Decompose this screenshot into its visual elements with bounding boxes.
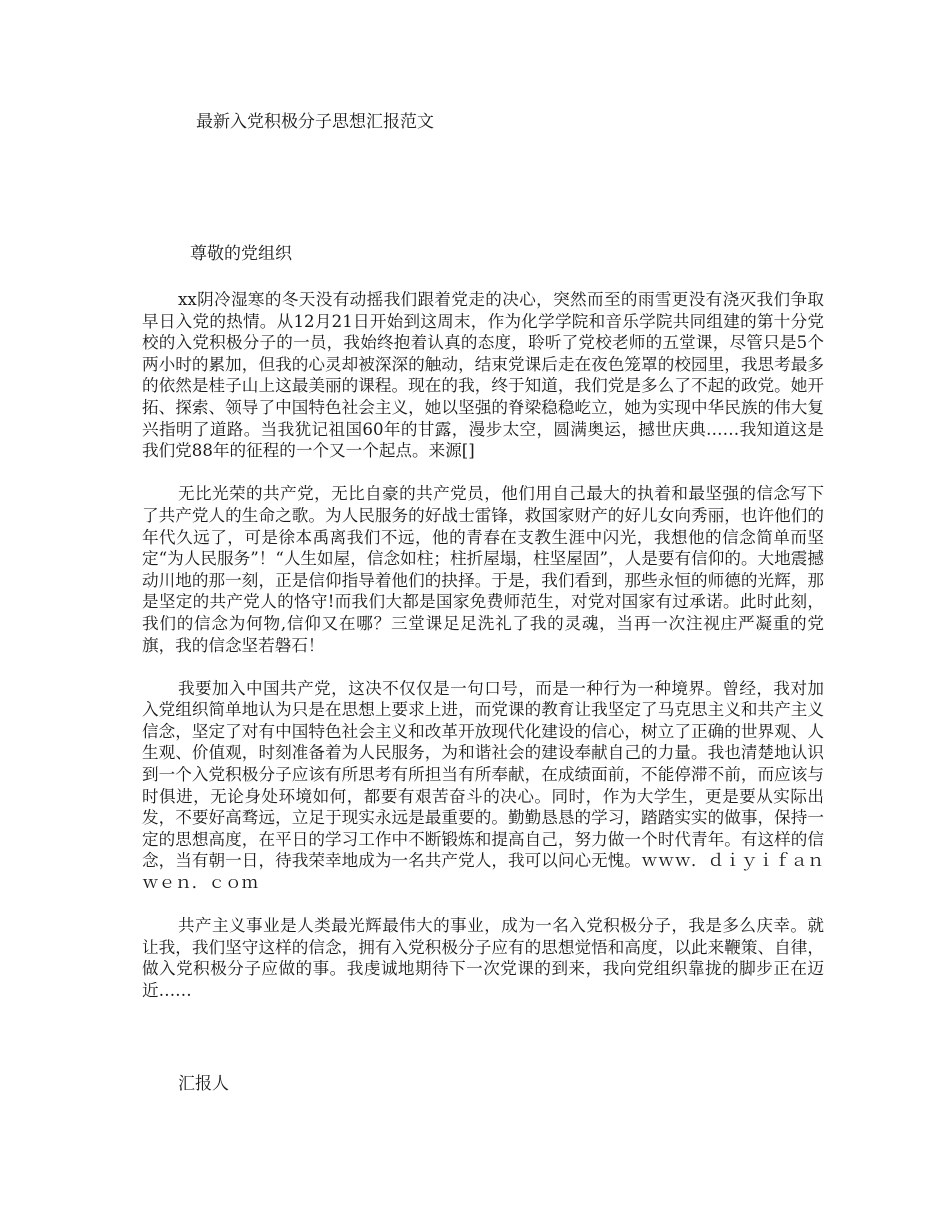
paragraph-1: xx阴冷湿寒的冬天没有动摇我们跟着党走的决心，突然而至的雨雪更没有浇灭我们争取早日入党的热情。从12月21日开始到这周末，作为化学学院和音乐学院共同组建的第十分党校的入党积极分子的一员，我始终抱着认真的态度，聆听了党校老师的五堂课，尽管只是5个两小时的累加，但我的心灵却被深深的触动，结束党课后走在夜色笼罩的校园里，我思考最多的依然是桂子山上这最美丽的课程。现在的我，终于知道，我们党是多么了不起的政党。她开拓、探索、领导了中国特色社会主义，她以坚强的脊梁稳稳屹立，她为实现中华民族的伟大复兴指明了道路。当我犹记祖国60年的甘露，漫步太空，圆满奥运，撼世庆典……我知道这是我们党88年的征程的一个又一个起点。来源[] [142,290,824,461]
paragraph-2: 无比光荣的共产党，无比自豪的共产党员，他们用自己最大的执着和最坚强的信念写下了共产党人的生命之歌。为人民服务的好战士雷锋，救国家财产的好儿女向秀丽，也许他们的年代久远了，可是徐本禹离我们不远，他的青春在支教生涯中闪光，我想他的信念简单而坚定“为人民服务”！“人生如屋，信念如柱；柱折屋塌，柱坚屋固”，人是要有信仰的。大地震撼动川地的那一刻，正是信仰指导着他们的抉择。于是，我们看到，那些永恒的师德的光辉，那是坚定的共产党人的恪守!而我们大都是国家免费师范生，对党对国家有过承诺。此时此刻，我们的信念为何物,信仰又在哪？三堂课足足洗礼了我的灵魂，当再一次注视庄严凝重的党旗，我的信念坚若磐石！ [142,484,824,655]
document-title: 最新入党积极分子思想汇报范文 [196,112,434,132]
paragraph-3: 我要加入中国共产党，这决不仅仅是一句口号，而是一种行为一种境界。曾经，我对加入党组织简单地认为只是在思想上要求上进，而党课的教育让我坚定了马克思主义和共产主义信念，坚定了对有中国特色社会主义和改革开放现代化建设的信心，树立了正确的世界观、人生观、价值观，时刻准备着为人民服务，为和谐社会的建设奉献自己的力量。我也清楚地认识到一个入党积极分子应该有所思考有所担当有所奉献，在成绩面前，不能停滞不前，而应该与时俱进，无论身处环境如何，都要有艰苦奋斗的决心。同时，作为大学生，更是要从实际出发，不要好高骛远，立足于现实永远是最重要的。勤勤恳恳的学习，踏踏实实的做事，保持一定的思想高度，在平日的学习工作中不断锻炼和提高自己，努力做一个时代青年。有这样的信念，当有朝一日，待我荣幸地成为一名共产党人，我可以问心无愧。ｗｗｗ．ｄｉｙｉｆａｎｗｅｎ．ｃｏｍ [142,678,824,893]
salutation: 尊敬的党组织 [190,244,292,264]
signature-label: 汇报人 [178,1074,229,1094]
paragraph-4: 共产主义事业是人类最光辉最伟大的事业，成为一名入党积极分子，我是多么庆幸。就让我，我们坚守这样的信念，拥有入党积极分子应有的思想觉悟和高度，以此来鞭策、自律，做入党积极分子应做的事。我虔诚地期待下一次党课的到来，我向党组织靠拢的脚步正在迈近…… [142,916,824,1000]
document-body [142,289,824,1023]
